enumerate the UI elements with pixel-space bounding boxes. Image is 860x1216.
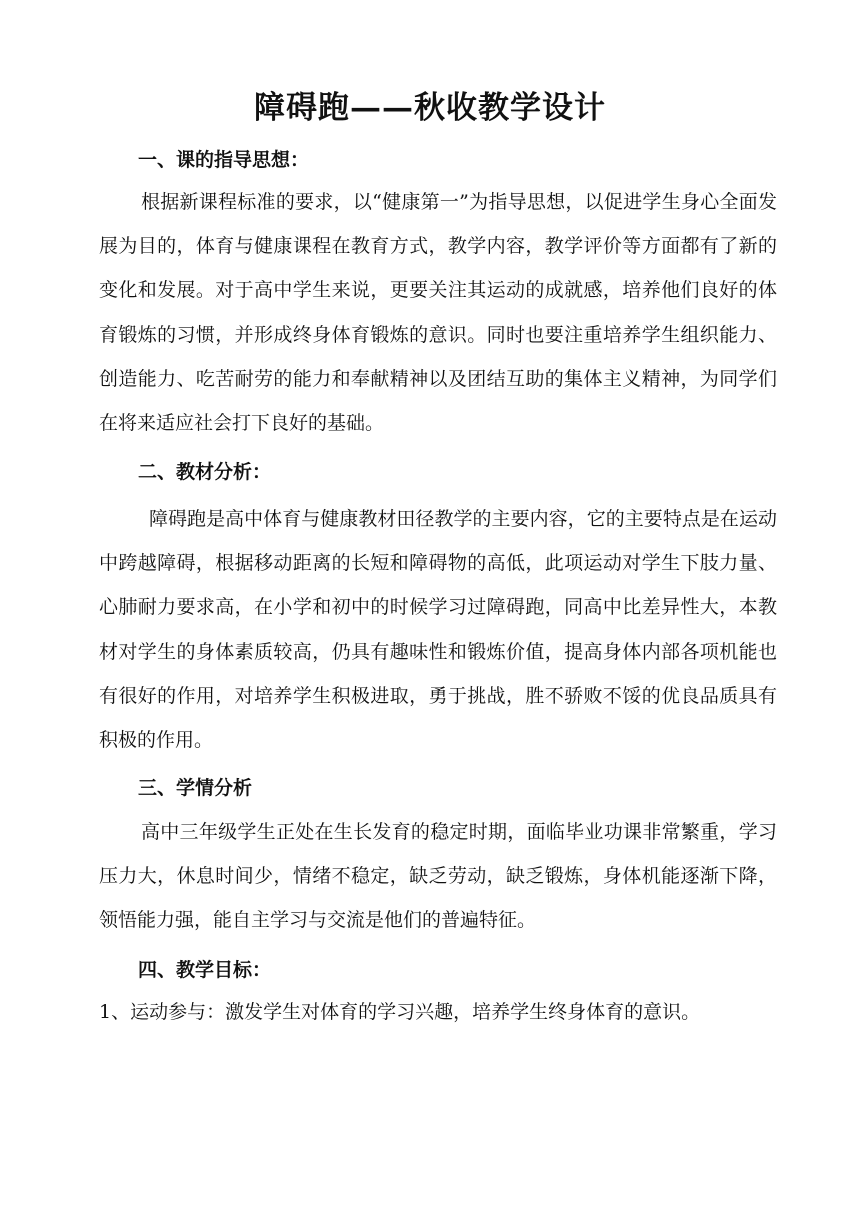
section-body-guiding-ideology: 根据新课程标准的要求，以“健康第一”为指导思想，以促进学生身心全面发展为目的，体育与健康课程在教育方式，教学内容，教学评价等方面都有了新的变化和发展。对于高中学生来说，更要关注其运动的成就感，培养他们良好的体育锻炼的习惯，并形成终身体育锻炼的意识。同时也要注重培养学生组织能力、创造能力、吃苦耐劳的能力和奉献精神以及团结互助的集体主义精神，为同学们在将来适应社会打下良好的基础。 xyxy=(99,191,777,435)
section-body-material-analysis: 障碍跑是高中体育与健康教材田径教学的主要内容，它的主要特点是在运动中跨越障碍，根据移动距离的长短和障碍物的高低，此项运动对学生下肢力量、心肺耐力要求高，在小学和初中的时候学习过障碍跑，同高中比差异性大，本教材对学生的身体素质较高，仍具有趣味性和锻炼价值，提高身体内部各项机能也有很好的作用，对培养学生积极进取，勇于挑战，胜不骄败不馁的优良品质具有积极的作用。 xyxy=(99,508,777,752)
section-heading-teaching-objectives: 四、教学目标： xyxy=(138,959,272,981)
objective-item: 1、运动参与：激发学生对体育的学习兴趣，培养学生终身体育的意识。 xyxy=(99,1001,701,1023)
section-body-student-analysis: 高中三年级学生正处在生长发育的稳定时期，面临毕业功课非常繁重，学习压力大，休息时间少，情绪不稳定，缺乏劳动，缺乏锻炼，身体机能逐渐下降，领悟能力强，能自主学习与交流是他们的普遍特征。 xyxy=(99,821,777,932)
section-heading-student-analysis: 三、学情分析 xyxy=(138,777,253,799)
document-title: 障碍跑——秋收教学设计 xyxy=(254,90,606,126)
section-heading-guiding-ideology: 一、课的指导思想： xyxy=(138,149,310,171)
section-heading-material-analysis: 二、教材分析： xyxy=(138,461,272,483)
